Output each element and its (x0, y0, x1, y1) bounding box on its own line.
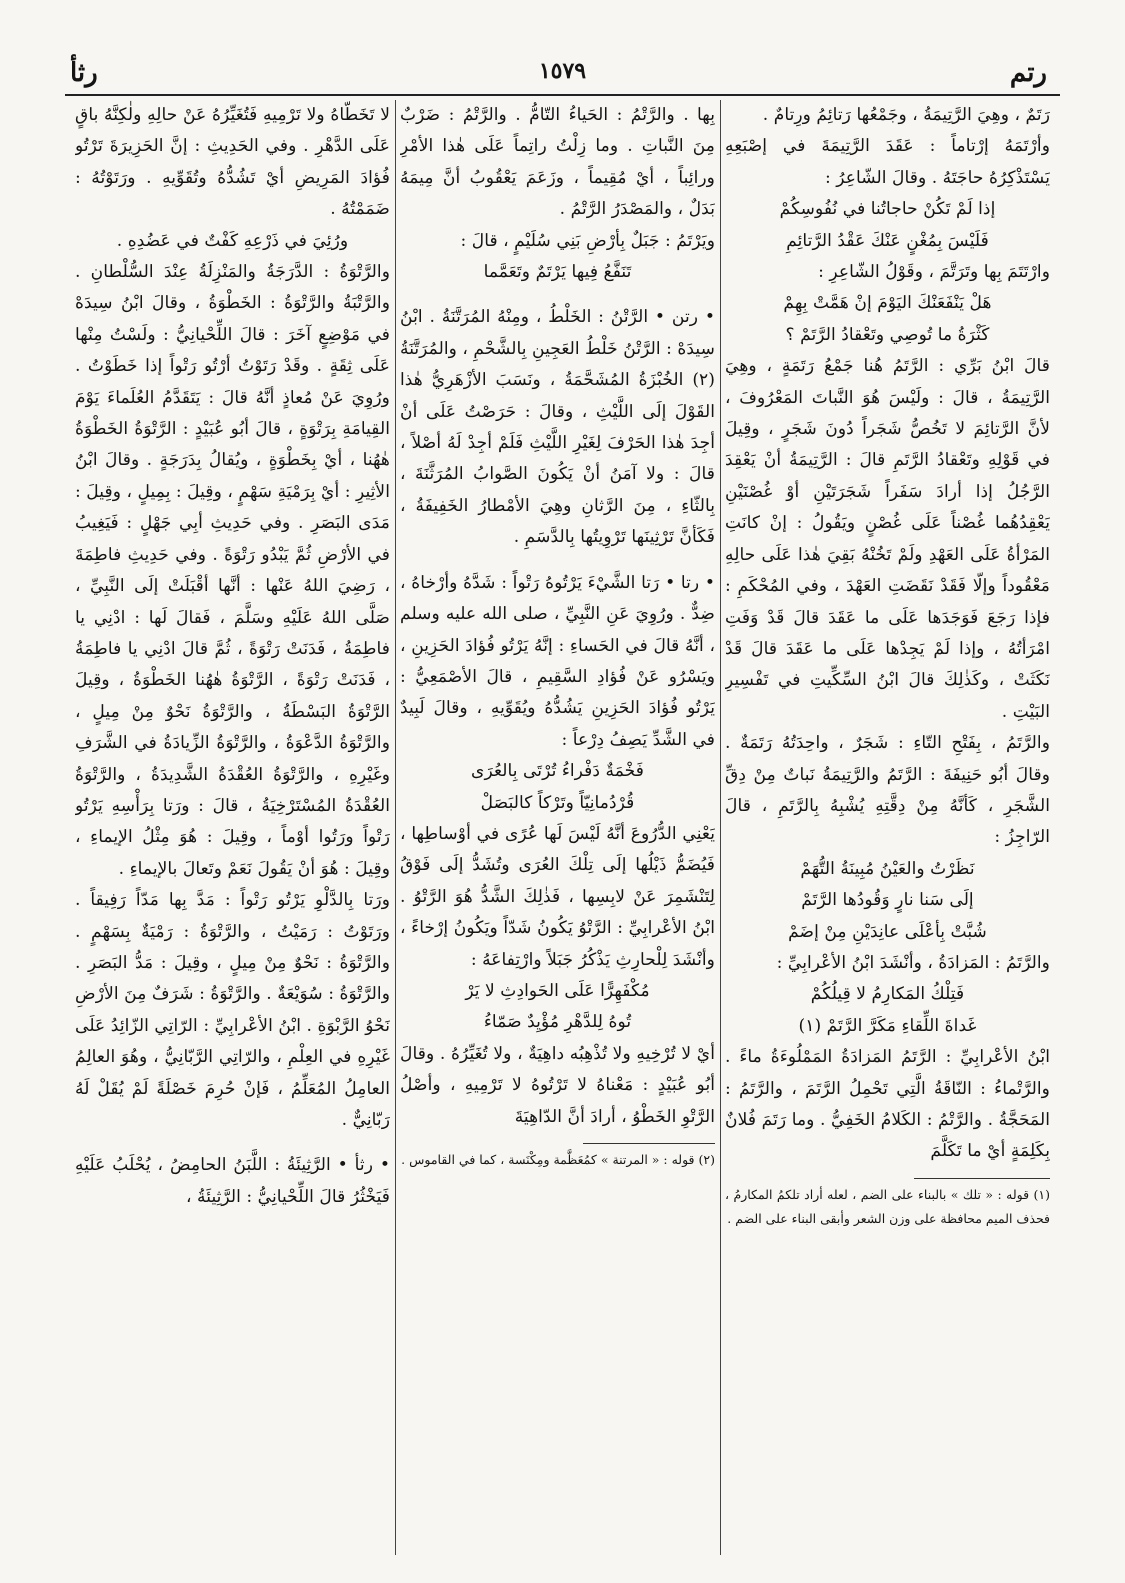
paragraph: والرَّتَمُ ، بِفَتْحِ التّاءِ : شَجَرٌ ، واحِدَتُهُ رَتَمَةٌ . وقالَ أبُو حَنِيفَةَ : الرَّتَمُ والرَّتِيمَةُ نَباتٌ مِنْ دِقِّ الشَّجَرِ ، كَأنَّهُ مِنْ دِقَّتِهِ يُشْبِهُ بِالرَّتَمِ ، قالَ الرّاجِزُ : (725, 733, 1050, 848)
paragraph: قالَ ابْنُ بَرِّي : الرَّتَمُ هُنا جَمْعُ رَتَمَةٍ ، وهِيَ الرَّتِيمَةُ ، قالَ : ولَيْسَ هُوَ النَّباتَ المَعْرُوفَ ، لأنَّ الرَّتائِمَ لا تَخُصُّ شَجَراً دُونَ شَجَرٍ ، وقِيلَ في قَوْلِهِ وتَعْقادُ الرَّتَمِ قالَ : الرَّتِيمَةُ أنْ يَعْقِدَ الرَّجُلُ إذا أرادَ سَفَراً شَجَرَتَيْنِ أوْ غُصْنَيْنِ يَعْقِدُهُما غُصْناً عَلَى غُصْنٍ ويَقُولُ : إنْ كانَتِ المَرْأةُ عَلَى العَهْدِ ولَمْ تَخُنْهُ بَقِيَ هٰذا عَلَى حالِهِ مَعْقُوداً وإلّا فَقَدْ نَقَضَتِ العَهْدَ ، وفي المُحْكَمِ : فإذا رَجَعَ فَوَجَدَها عَلَى ما عَقَدَ قالَ قَدْ وَفَتِ امْرَأتُهُ ، وإذا لَمْ يَجِدْها عَلَى ما عَقَدَ قالَ قَدْ نَكَثَتْ ، وكَذٰلِكَ قالَ ابْنُ السِّكِّيتِ في تَفْسِيرِ البَيْتِ . (725, 356, 1050, 722)
paragraph: أيْ لا تُرْخِيهِ ولا تُذْهِبُه داهِيَةٌ ، ولا تُغَيِّرُهُ . وقالَ أبُو عُبَيْدٍ : مَعْناهُ لا تَرْتُوهُ لا تَرْمِيهِ ، وأصْلُ الرَّتْوِ الخَطْوُ ، أرادَ أنَّ الدّاهِيَةَ (400, 1043, 715, 1127)
column-middle (400, 100, 715, 1555)
footnote-rule (583, 1143, 715, 1144)
footnote: (٢) قوله : « المرتنة » كمُعَظَّمة ومِكْنَسة ، كما في القاموس . (401, 1152, 715, 1167)
verse-line: فَتِلْكُ المَكارِمُ لا قِيلُكُمْ (810, 984, 965, 1005)
column-right (725, 100, 1050, 1555)
verse-line: إذا لَمْ تَكُنْ حاجاتُنا في نُفُوسِكُمْ (779, 199, 996, 220)
paragraph: والرَّتَمُ : المَزادَةُ ، وأنْشَدَ ابْنُ الأعْرابِيِّ : (776, 952, 1050, 973)
paragraph: لا تَخَطّاهُ ولا تَرْمِيهِ فَتُغَيِّرُهُ عَنْ حالِهِ ولٰكِنَّهُ باقٍ عَلَى الدَّهْرِ . وفي الحَدِيثِ : إنَّ الحَزِيرَةَ تَرْتُو فُؤادَ المَرِيضِ أيْ تَشُدُّهُ وتُقَوِّيهِ . ورَتَوْتُهُ : ضَمَمْتُهُ . (75, 105, 390, 220)
verse-line: إلَى سَنا نارٍ وَقُودُها الرَّتَمْ (801, 890, 974, 911)
paragraph: والرَّتْوَةُ : الدَّرَجَةُ والمَنْزِلَةُ عِنْدَ السُّلْطانِ . والرَّتْبَةُ والرَّتْوَةُ : الخَطْوَةُ ، وقالَ ابْنُ سِيدَهْ في مَوْضِعٍ آخَرَ : قالَ اللِّحْيانِيُّ : ولَسْتُ مِنْها عَلَى ثِقَةٍ . وقَدْ رَتَوْتُ أرْتُو رَتْواً إذا خَطَوْتُ . ورُوِيَ عَنْ مُعاذٍ أنَّهُ قالَ : يَتَقَدَّمُ العُلَماءَ يَوْمَ القِيامَةِ بِرَتْوَةٍ ، قالَ أبُو عُبَيْدٍ : الرَّتْوَةُ الخَطْوَةُ هٰهُنا ، أيْ بِخَطْوَةٍ ، ويُقالُ بِدَرَجَةٍ . وقالَ ابْنُ الأثِيرِ : أيْ بِرَمْيَةِ سَهْمٍ ، وقِيلَ : بِمِيلٍ ، وقِيلَ : مَدَى البَصَرِ . وفي حَدِيثِ أبِي جَهْلٍ : فَيَغِيبُ في الأرْضِ ثُمَّ يَبْدُو رَتْوَةً . وفي حَدِيثِ فاطِمَةَ ، رَضِيَ اللهُ عَنْها : أنَّها أقْبَلَتْ إلَى النَّبِيِّ ، صَلَّى اللهُ عَلَيْهِ وسَلَّمَ ، فَقالَ لَها : ادْنِي يا فاطِمَةُ ، فَدَنَتْ رَتْوَةً ، ثُمَّ قالَ ادْنِي يا فاطِمَةُ ، فَدَنَتْ رَتْوَةً ، الرَّتْوَةُ هٰهُنا الخَطْوَةُ ، وقِيلَ الرَّتْوَةُ البَسْطَةُ ، والرَّتْوَةُ نَحْوٌ مِنْ مِيلٍ ، والرَّتْوَةُ الدَّعْوَةُ ، والرَّتْوَةُ الزِّيادَةُ في الشَّرَفِ وغَيْرِهِ ، والرَّتْوَةُ العُقْدَةُ الشَّدِيدَةُ ، والرَّتْوَةُ العُقْدَةُ المُسْتَرْخِيَةُ ، قالَ : ورَتا بِرَأْسِهِ يَرْتُو رَتْواً ورَتُوا أوْماً ، وقِيلَ : هُوَ مِثْلُ الإيماءِ ، وقِيلَ : هُوَ أنْ يَقُولَ نَعَمْ وتَعالَ بالإيماءِ . (75, 262, 390, 879)
footnote: (١) قوله : « تلك » بالبناء على الضم ، لعله أراد تلكمُ المكارمُ ، فحذف الميم محافظة على وزن الشعر وأبقى البناء على الضم . (725, 1186, 1050, 1226)
entry-rta: • رتا • رَتا الشَّيْءَ يَرْتُوهُ رَتْواً : شَدَّهُ وأرْخاهُ ، ضِدٌّ . ورُوِيَ عَنِ النَّبِيِّ ، صلى الله عليه وسلم ، أنَّهُ قالَ في الحَساءِ : إنَّهُ يَرْتُو فُؤادَ الحَزِينِ ، ويَسْرُو عَنْ فُؤادِ السَّقِيمِ ، قالَ الأصْمَعِيُّ : يَرْتُو فُؤادَ الحَزِينِ يَشُدُّهُ ويُقَوِّيهِ ، وقالَ لَبِيدٌ في الشَّدِّ يَصِفُ دِرْعاً : (400, 572, 715, 750)
paragraph: وارْتَتَمَ بِها وتَرَتَّمَ ، وقَوْلُ الشّاعِرِ : (818, 262, 1050, 283)
header-rule (65, 94, 1060, 96)
verse-line: قُرْدُمانِيّاً وتَرْكاً كالبَصَلْ (480, 792, 635, 813)
verse-line: فَخْمَةٌ دَفْراءُ تُرْتَى بِالعُرَى (471, 761, 644, 782)
verse-line: تَنَفَّعُ فِيها يَرْتَمٌ وتَعَمَّما (483, 262, 632, 283)
entry-rtha: • رثأ • الرَّثِيئَةُ : اللَّبَنُ الحامِضُ ، يُحْلَبُ عَلَيْهِ فَيَخْثُرُ قالَ اللِّحْيانِيُّ : الرَّثِيئَةُ ، (75, 1155, 390, 1207)
verse-line: كَثْرَةُ ما تُوصِي وتَعْقادُ الرَّتَمْ ؟ (785, 324, 990, 345)
paragraph: ورَتا بِالدَّلْوِ يَرْتُو رَتْواً : مَدَّ بِها مَدّاً رَفِيقاً . ورَتَوْتُ : رَمَيْتُ ، والرَّتْوَةُ : رَمْيَةٌ بِسَهْمٍ . والرَّتْوَةُ : نَحْوٌ مِنْ مِيلٍ ، وقِيلَ : مَدُّ البَصَرِ . والرَّتْوَةُ : سُوَيْعَةٌ . والرَّتْوَةُ : شَرَفٌ مِنَ الأرْضِ نَحْوُ الرَّبْوَةِ . ابْنُ الأعْرابِيِّ : الرّاتِي الزّائِدُ عَلَى غَيْرِهِ في العِلْمِ ، والرّاتِي الرَّبّانِيُّ ، وهُوَ العالِمُ العامِلُ المُعَلِّمُ ، فَإنْ حُرِمَ خَصْلَةً لَمْ يُقَلْ لَهُ رَبّانِيٌّ . (75, 890, 390, 1130)
verse-line: تُوهُ لِلدَّهْرِ مُؤْيِدٌ صَمّاءُ (483, 1012, 632, 1033)
paragraph: ابْنُ الأعْرابِيِّ : الرَّتَمُ المَزادَةُ المَمْلُوءَةُ ماءً . والرَّتْماءُ : النّاقَةُ الَّتِي تَحْمِلُ الرَّتَمَ ، والرَّتَمُ : المَحَجَّةُ . والرَّتْمُ : الكَلامُ الخَفِيُّ . وما رَتَمَ فُلانٌ بِكَلِمَةٍ أيْ ما تَكَلَّمَ (725, 1047, 1050, 1162)
verse-line: هَلْ يَنْفَعَنْكَ اليَوْمَ إنْ هَمَّتْ بِهِمْ (783, 293, 992, 314)
running-head-right: رتم (1009, 58, 1047, 88)
verse-line: ورُئِيَ في ذَرْعِهِ كَفْتٌ في عَضُدِهِ . (116, 230, 349, 251)
page-number: ١٥٧٩ (538, 58, 587, 84)
paragraph: رَتَمٌ ، وهِيَ الرَّتِيمَةُ ، وجَمْعُها رَتائِمُ ورِتامٌ . (762, 105, 1050, 125)
column-left (75, 100, 390, 1555)
footnote-rule (914, 1178, 1051, 1179)
verse-line: شُبَّتْ بِأعْلَى عانِدَيْنِ مِنْ إضَمْ (788, 921, 987, 942)
entry-rtn: • رتن • الرَّتْنُ : الخَلْطُ ، ومِنْهُ المُرَتَّنَةُ . ابْنُ سِيدَهْ : الرَّتْنُ خَلْطُ العَجِينِ بِالشَّحْمِ ، والمُرَتَّنَةُ (٢) الخُبْزَةُ المُشَحَّمَةُ ، ونَسَبَ الأزْهَرِيُّ هٰذا القَوْلَ إلَى اللَّيْثِ ، وقالَ : حَرَصْتُ عَلَى أنْ أجِدَ هٰذا الحَرْفَ لِغَيْرِ اللَّيْثِ فَلَمْ أجِدْ لَهُ أصْلاً ، قالَ : ولا آمَنُ أنْ يَكُونَ الصَّوابُ المُرَثَّنَةَ ، بِالثّاءِ ، مِنَ الرَّثانِ وهِيَ الأمْطارُ الخَفِيفَةُ ، فَكَأنَّ تَرْثِينَها تَرْوِيتُها بِالدَّسَمِ . (400, 307, 715, 548)
paragraph: بِها . والرَّتْمُ : الحَياءُ التّامُّ . والرَّتْمُ : ضَرْبٌ مِنَ النَّباتِ . وما زِلْتُ راتِماً عَلَى هٰذا الأمْرِ ورائِباً ، أيْ مُقِيماً ، وزَعَمَ يَعْقُوبُ أنَّ مِيمَهُ بَدَلٌ ، والمَصْدَرُ الرَّتْمُ . (400, 105, 715, 220)
paragraph: ويَرْتَمُ : جَبَلٌ بِأرْضِ بَنِي سُلَيْمٍ ، قالَ : (460, 230, 715, 251)
verse-line: غَداةَ اللِّقاءِ مَكَرَّ الرَّتَمْ (١) (798, 1015, 977, 1036)
running-head-left: رثأ (70, 58, 98, 88)
verse-line: فَلَيْسَ بِمُغْنٍ عَنْكَ عَقْدُ الرَّتائِمِ (786, 230, 989, 251)
column-divider (395, 100, 396, 1555)
column-divider (720, 100, 721, 1555)
verse-line: نَظَرْتُ والعَيْنُ مُبِينَةُ التُّهَمْ (800, 858, 975, 879)
paragraph: يَعْنِي الدُّرُوعَ أنَّهُ لَيْسَ لَها عُرًى في أوْساطِها ، فَيُضَمُّ ذَيْلُها إلَى تِلْكَ العُرَى وتُشَدُّ إلَى فَوْقُ لِتَنْشَمِرَ عَنْ لابِسِها ، فَذٰلِكَ الشَّدُّ هُوَ الرَّتْوُ . ابْنُ الأعْرابِيِّ : الرَّتْوُ يَكُونُ شَدّاً ويَكُونُ إرْخاءً ، وأنْشَدَ لِلْحارِثِ يَذْكُرُ جَبَلاً وارْتِفاعَهُ : (400, 823, 715, 970)
verse-line: مُكْفَهِرًّا عَلَى الحَوادِثِ لا يَرْ (465, 980, 650, 1001)
paragraph: وأرْتَمَهُ إرْتاماً : عَقَدَ الرَّتِيمَةَ في إصْبَعِهِ يَسْتَذْكِرُهُ حاجَتَهُ . وقالَ الشّاعِرُ : (725, 136, 1050, 188)
